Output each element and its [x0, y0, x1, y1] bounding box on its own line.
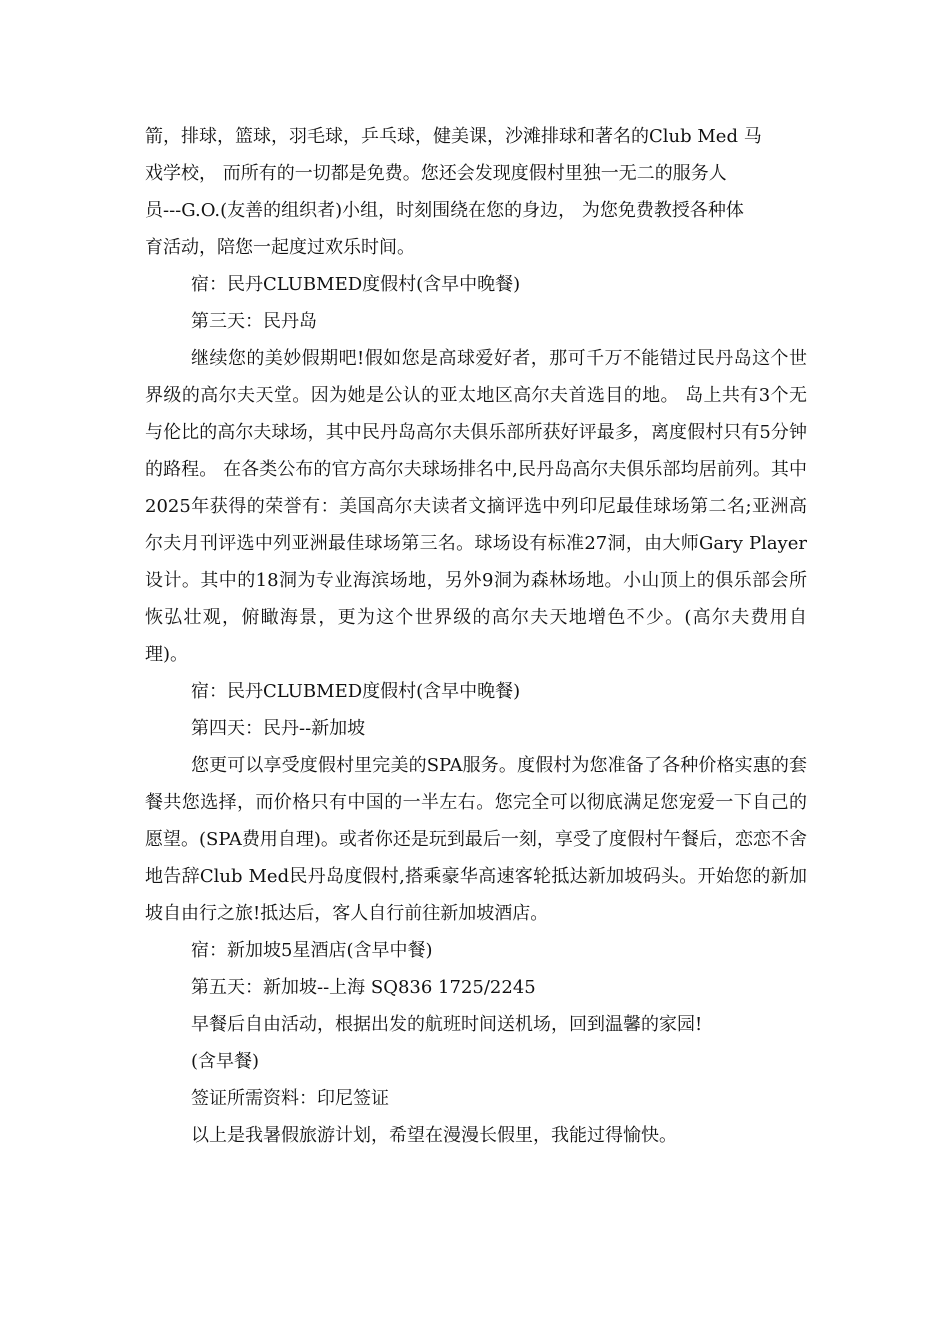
heading-day4: 第四天：民丹--新加坡 — [191, 718, 366, 739]
paragraph-spa: 您更可以享受度假村里完美的SPA服务。度假村为您准备了各种价格实惠的套餐共您选择，而价格只有中国的一半左右。您完全可以彻底满足您宠爱一下自己的愿望。(SPA费用自理)。或者你还是玩到最后一刻，享受了度假村午餐后，恋恋不舍地告辞Club Med民丹岛度假村,搭乘豪华高速客轮抵达新加坡码头。开始您的新加坡自由行之旅!抵达后，客人自行前往新加坡酒店。 — [145, 755, 807, 924]
text-line: 戏学校， 而所有的一切都是免费。您还会发现度假村里独一无二的服务人 — [145, 163, 727, 184]
paragraph-lodging-day2: 宿：民丹CLUBMED度假村(含早中晚餐) — [191, 274, 521, 295]
paragraph-activities — [145, 118, 807, 266]
paragraph-visa: 签证所需资料：印尼签证 — [191, 1088, 389, 1109]
document-body — [145, 118, 807, 1154]
paragraph-meals-note: (含早餐) — [191, 1051, 260, 1072]
paragraph-day5-activity: 早餐后自由活动，根据出发的航班时间送机场，回到温馨的家园! — [191, 1014, 703, 1035]
paragraph-closing: 以上是我暑假旅游计划，希望在漫漫长假里，我能过得愉快。 — [191, 1125, 677, 1146]
paragraph-lodging-day4: 宿：新加坡5星酒店(含早中餐) — [191, 940, 433, 961]
text-line: 箭，排球，篮球，羽毛球，乒乓球，健美课，沙滩排球和著名的Club Med 马 — [145, 126, 762, 147]
text-line: 员---G.O.(友善的组织者)小组，时刻围绕在您的身边， 为您免费教授各种体 — [145, 200, 744, 221]
paragraph-lodging-day3: 宿：民丹CLUBMED度假村(含早中晚餐) — [191, 681, 521, 702]
heading-day3: 第三天：民丹岛 — [191, 311, 317, 332]
heading-day5: 第五天：新加坡--上海 SQ836 1725/2245 — [191, 977, 536, 998]
paragraph-golf: 继续您的美妙假期吧!假如您是高球爱好者，那可千万不能错过民丹岛这个世界级的高尔夫天堂。因为她是公认的亚太地区高尔夫首选目的地。 岛上共有3个无与伦比的高尔夫球场，其中民丹岛高尔夫俱乐部所获好评最多，离度假村只有5分钟的路程。 在各类公布的官方高尔夫球场排名中,民丹岛高尔夫俱乐部均居前列。其中2025年获得的荣誉有：美国高尔夫读者文摘评选中列印尼最佳球场第二名;亚洲高尔夫月刊评选中列亚洲最佳球场第三名。球场设有标准27洞，由大师Gary Player设计。其中的18洞为专业海滨场地，另外9洞为森林场地。小山顶上的俱乐部会所恢弘壮观，俯瞰海景，更为这个世界级的高尔夫天地增色不少。(高尔夫费用自理)。 — [145, 348, 807, 665]
text-line: 育活动，陪您一起度过欢乐时间。 — [145, 237, 415, 258]
